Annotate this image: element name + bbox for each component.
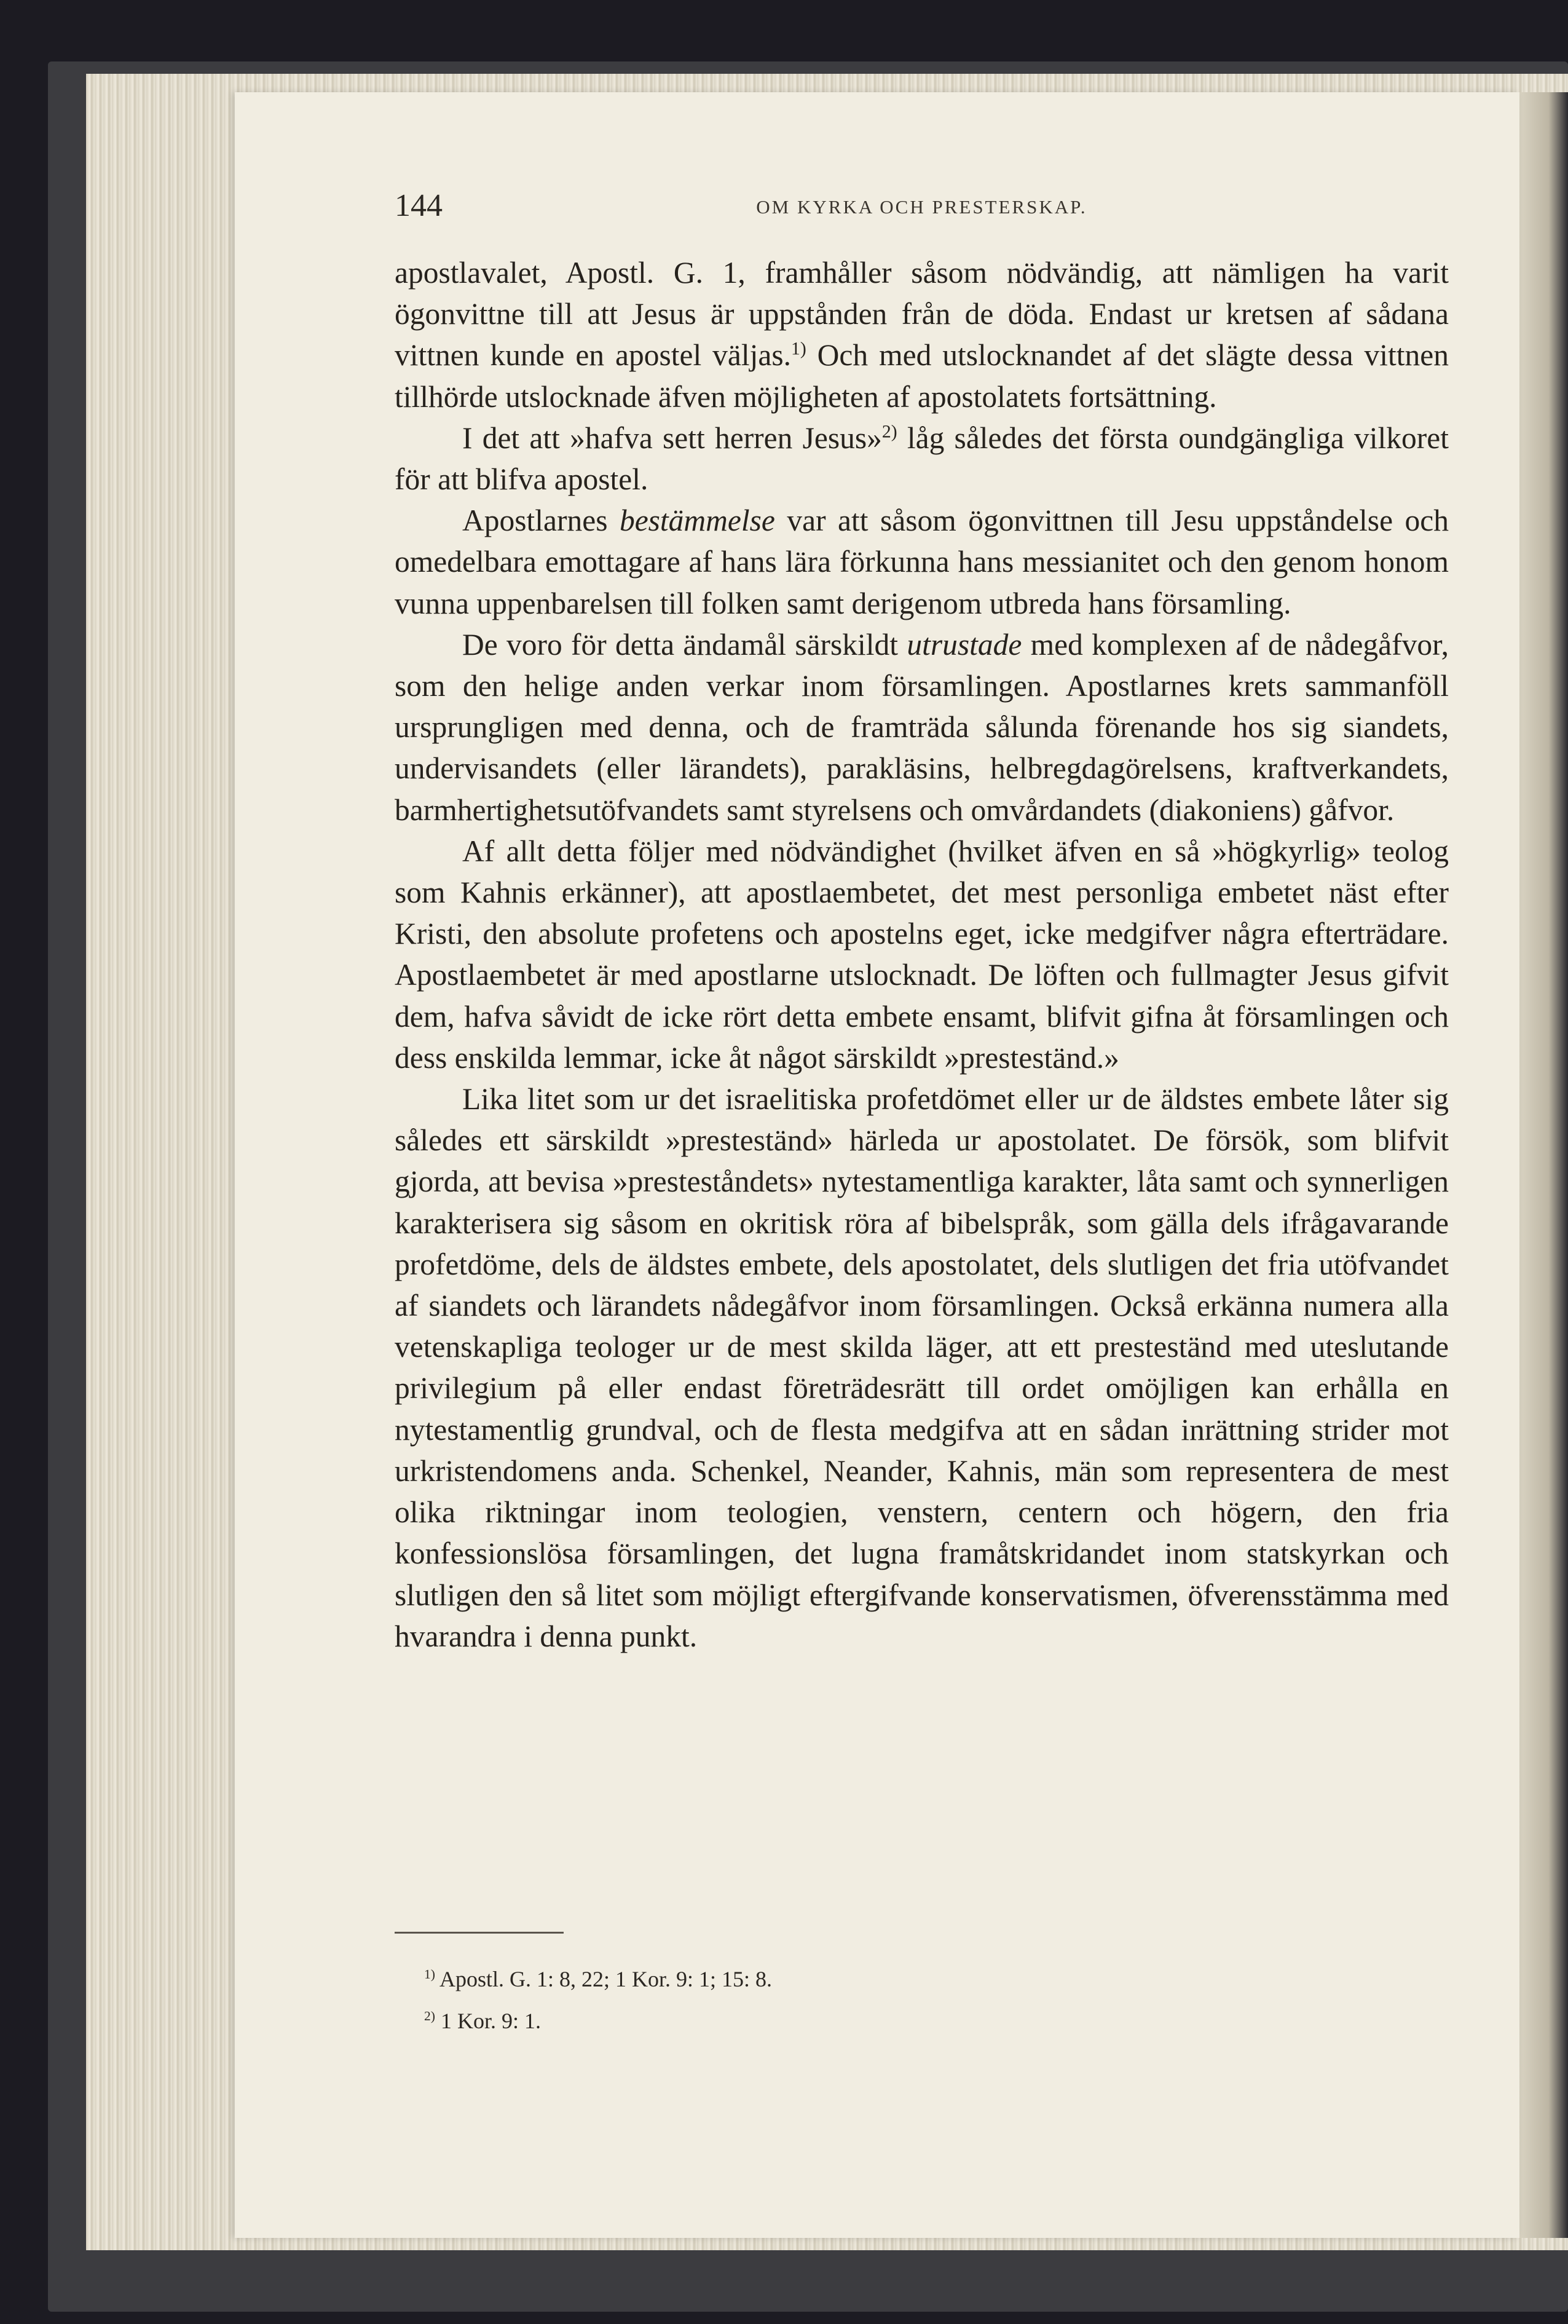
gutter-shadow bbox=[1519, 92, 1568, 2238]
paragraph: apostlavalet, Apostl. G. 1, framhåller såsom nödvändig, att nämligen ha varit ögonvittne till att Jesus är uppstånden från de döda. Endast ur kretsen af sådana vittnen kunde en apostel väljas.$^{1)}$ Och med utslocknandet af det slägte dessa vittnen tillhörde utslocknade äfven möjligheten af apostolatets fortsättning. bbox=[395, 256, 1449, 414]
footnote-ref: 2) bbox=[881, 422, 897, 442]
paragraph: De voro för detta ändamål särskildt utrustade med komplexen af de nådegåfvor, som den helige anden verkar inom församlingen. Apostlarnes krets sammanföll ursprungligen med denna, och de framträda sålunda förenande hos sig siandets, undervisandets (eller lärandets), parakläsins, helbregdagörelsens, kraftverkandets, barmhertighetsutöfvandets samt styrelsens och omvårdandets (diakoniens) gåfvor. bbox=[395, 627, 1449, 827]
footnote-text: Apostl. G. 1: 8, 22; 1 Kor. 9: 1; 15: 8. bbox=[439, 1967, 773, 1991]
paragraph: Apostlarnes bestämmelse var att såsom ögonvittnen till Jesu uppståndelse och omedelbara emottagare af hans lära förkunna hans messianitet och den genom honom vunna uppenbarelsen till folken samt derigenom utbreda hans församling. bbox=[395, 504, 1449, 620]
footnote bbox=[424, 2000, 1162, 2042]
footnote-mark: 1) bbox=[424, 1967, 435, 1982]
page-number: 144 bbox=[395, 188, 443, 223]
paragraph: Lika litet som ur det israelitiska profetdömet eller ur de äldstes embete låter sig således ett särskildt »presteständ» härleda ur apostolatet. De försök, som blifvit gjorda, att bevisa »presteståndets» nytestamentliga karakter, låta samt och synnerligen karakterisera sig såsom en okritisk röra af bibelspråk, som gälla dels ifrågavarande profetdöme, dels de äldstes embete, dels apostolatet, dels slutligen det fria utöfvandet af siandets och lärandets nådegåfvor inom församlingen. Också erkänna numera alla vetenskapliga teologer ur de mest skilda läger, att ett presteständ med uteslutande privilegium på eller endast företrädesrätt till ordet omöjligen kan erhålla en nytestamentlig grundval, och de flesta medgifva att en sådan inrättning strider mot urkristendomens anda. Schenkel, Neander, Kahnis, män som representera de mest olika riktningar inom teologien, venstern, centern och högern, den fria konfessionslösa församlingen, det lugna framåtskridandet inom statskyrkan och slutligen den så litet som möjligt eftergifvande konservatismen, öfverensstämma med hvarandra i denna punkt. bbox=[395, 1082, 1449, 1653]
paragraph: Af allt detta följer med nödvändighet (hvilket äfven en så »högkyrlig» teolog som Kahnis erkänner), att apostlaembetet, det mest personliga embetet näst efter Kristi, den absolute profetens och apostelns eget, icke medgifver några efterträdare. Apostlaembetet är med apostlarne utslocknadt. De löften och fullmagter Jesus gifvit dem, hafva såvidt de icke rört detta embete ensamt, blifvit gifna åt församlingen och dess enskilda lemmar, icke åt något särskildt »presteständ.» bbox=[395, 834, 1449, 1075]
footnote-mark: 2) bbox=[424, 2009, 435, 2023]
emphasis: bestämmelse bbox=[619, 504, 775, 538]
page-header bbox=[395, 188, 1449, 237]
footnotes bbox=[424, 1958, 1162, 2042]
body-text bbox=[395, 252, 1449, 1657]
emphasis: utrustade bbox=[907, 627, 1022, 662]
running-head: OM KYRKA OCH PRESTERSKAP. bbox=[756, 196, 1087, 218]
footnote-ref: 1) bbox=[791, 339, 806, 359]
footnote-rule bbox=[395, 1932, 564, 1934]
paragraph: I det att »hafva sett herren Jesus»$^{2)}$ låg således det första oundgängliga vilkoret för att blifva apostel. bbox=[395, 421, 1449, 497]
footnote bbox=[424, 1958, 1162, 2000]
footnote-text: 1 Kor. 9: 1. bbox=[441, 2009, 542, 2033]
